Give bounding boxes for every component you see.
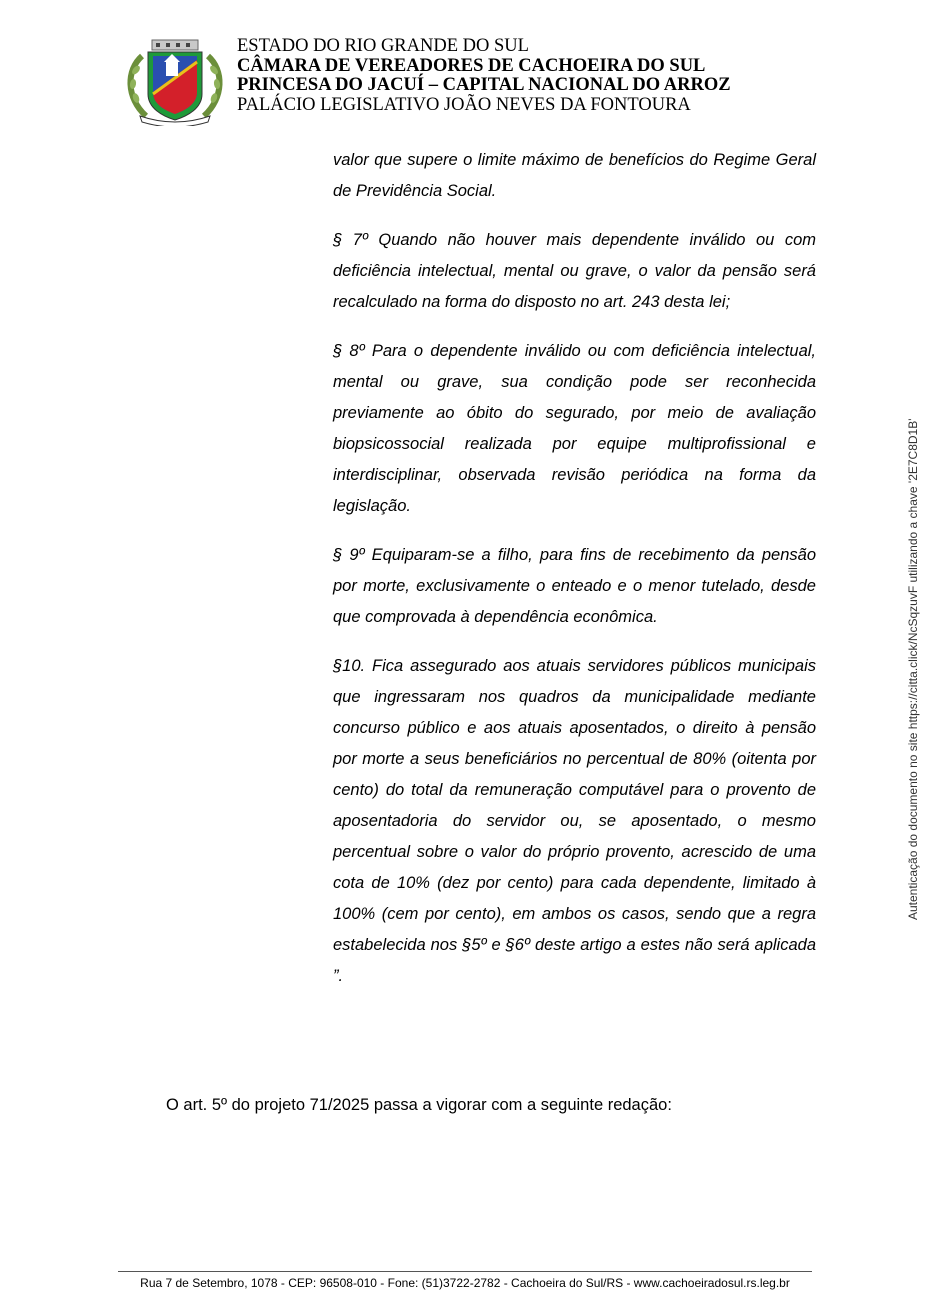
header-chamber: CÂMARA DE VEREADORES DE CACHOEIRA DO SUL	[237, 55, 706, 76]
coat-of-arms-icon	[122, 36, 228, 126]
page-footer: Rua 7 de Setembro, 1078 - CEP: 96508-010 - Fone: (51)3722-2782 - Cachoeira do Sul/RS - www.cachoeiradosul.rs.leg.br	[140, 1276, 790, 1290]
paragraph-continuation: valor que supere o limite máximo de benefícios do Regime Geral de Previdência Social.	[333, 151, 816, 200]
paragraph-section-9: § 9º Equiparam-se a filho, para fins de recebimento da pensão por morte, exclusivamente o enteado e o menor tutelado, desde que comprovada à dependência econômica.	[333, 546, 816, 626]
paragraph-section-10: §10. Fica assegurado aos atuais servidores públicos municipais que ingressaram nos quadros da municipalidade mediante concurso público e aos atuais aposentados, o direito à pensão por morte a seus beneficiários no percentual de 80% (oitenta por cento) do total da remuneração computável para o provento de aposentadoria do servidor ou, se aposentado, o mesmo percentual sobre o valor do próprio provento, acrescido de uma cota de 10% (dez por cento) para cada dependente, limitado à 100% (cem por cento), em ambos os casos, sendo que a regra estabelecida nos §5º e §6º deste artigo a estes não será aplicada ”.	[333, 657, 816, 985]
body-paragraph: O art. 5º do projeto 71/2025 passa a vigorar com a seguinte redação:	[166, 1096, 672, 1114]
header-palace: PALÁCIO LEGISLATIVO JOÃO NEVES DA FONTOURA	[237, 94, 691, 115]
authentication-note: Autenticação do documento no site https://citta.click/NcSqzuvF utilizando a chave '2E7C8D1B'	[906, 418, 920, 920]
institution-header	[237, 37, 731, 115]
quoted-legal-text	[333, 145, 816, 1010]
paragraph-section-8: § 8º Para o dependente inválido ou com deficiência intelectual, mental ou grave, sua condição pode ser reconhecida previamente ao óbito do segurado, por meio de avaliação biopsicossocial realizada por equipe multiprofissional e interdisciplinar, observada revisão periódica na forma da legislação.	[333, 342, 816, 515]
paragraph-section-7: § 7º Quando não houver mais dependente inválido ou com deficiência intelectual, mental ou grave, o valor da pensão será recalculado na forma do disposto no art. 243 desta lei;	[333, 231, 816, 311]
footer-divider	[118, 1271, 812, 1272]
header-motto: PRINCESA DO JACUÍ – CAPITAL NACIONAL DO ARROZ	[237, 75, 731, 95]
page-header	[0, 0, 930, 130]
header-state: ESTADO DO RIO GRANDE DO SUL	[237, 36, 529, 56]
